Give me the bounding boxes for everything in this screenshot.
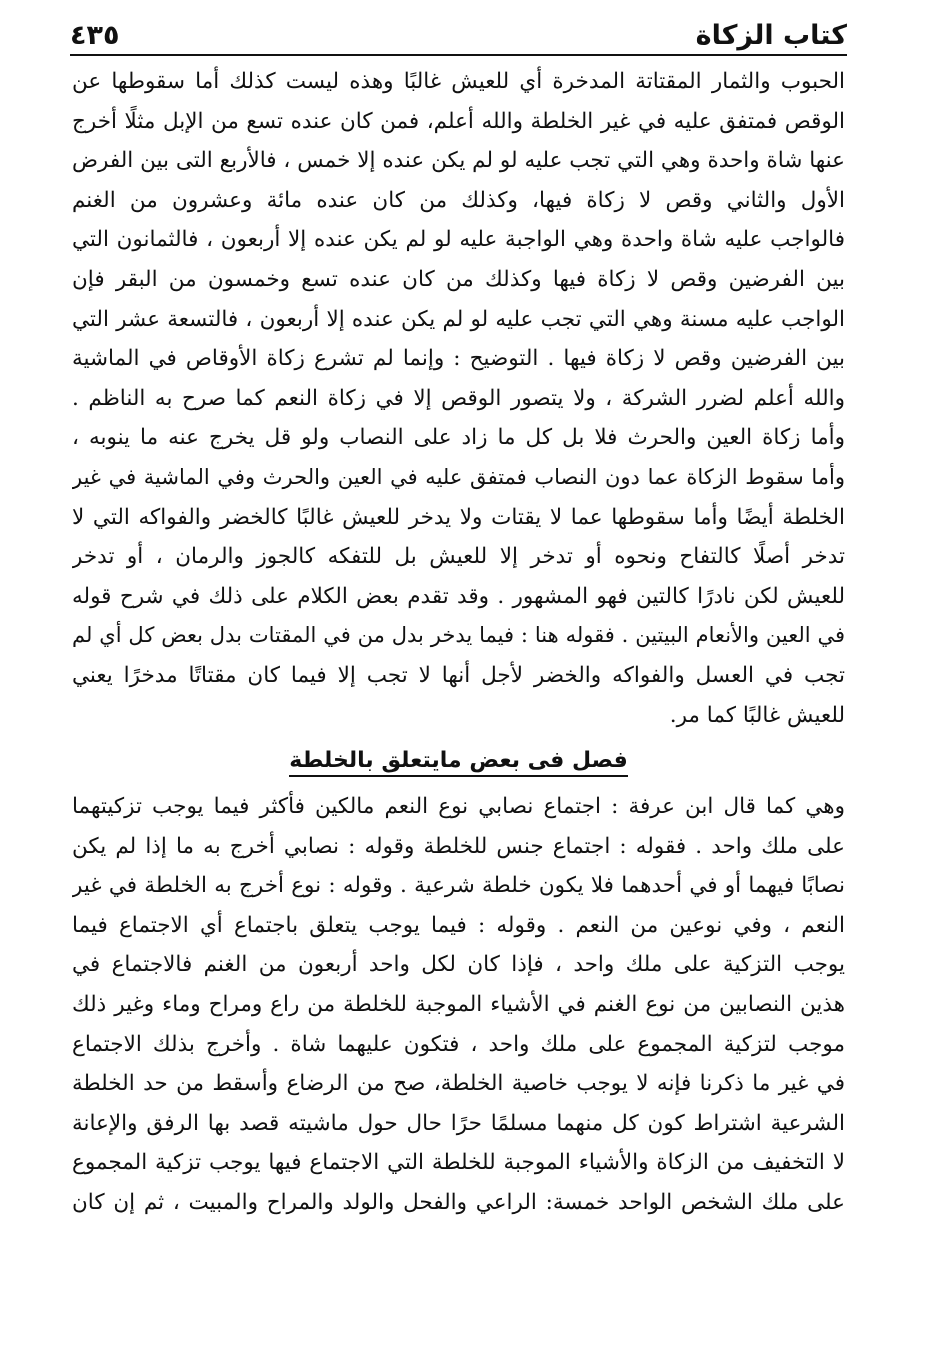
section-heading (72, 735, 845, 787)
text-line: على ملك واحد . فقوله : اجتماع جنس للخلطة وقوله : نصابي أخرج به ما إذا لم يكن (72, 833, 845, 859)
page-body (72, 62, 845, 1223)
text-line: على ملك الشخص الواحد خمسة: الراعي والفحل والولد والمراح والمبيت ، ثم إن كان (72, 1190, 845, 1216)
text-line: في غير ما ذكرنا فإنه لا يوجب خاصية الخلطة، صح من الرضاع وأسقط من حد الخلطة (72, 1071, 845, 1097)
text-line: النعم ، وفي نوعين من النعم . وقوله : فيما يوجب يتعلق باجتماع أي الاجتماع فيما (72, 912, 845, 938)
text-line: للعيش لكن نادرًا كالتين فهو المشهور . وقد تقدم بعض الكلام على ذلك في شرح قوله (72, 583, 845, 609)
section-heading-text: فصل فى بعض مايتعلق بالخلطة (289, 748, 627, 777)
chapter-title: كتاب الزكاة (695, 20, 847, 51)
text-line: يوجب التزكية على ملك واحد ، فإذا كان لكل واحد أربعون من الغنم فالاجتماع في (72, 952, 845, 978)
paragraph-2 (72, 418, 845, 735)
page-header (70, 14, 847, 56)
text-line: للعيش غالبًا كما مر. (669, 702, 845, 728)
page-number: ٤٣٥ (70, 20, 120, 51)
text-line: نصابًا فيهما أو في أحدهما فلا يكون خلطة شرعية . وقوله : نوع أخرج به الخلطة في غير (72, 873, 845, 899)
paragraph-1 (72, 62, 845, 418)
text-line: موجب لتزكية المجموع على ملك واحد ، فتكون عليهما شاة . وأخرج بذلك الاجتماع (72, 1031, 845, 1057)
text-line: الوقص فمتفق عليه في غير الخلطة والله أعلم، فمن كان عنده تسع من الإبل مثلًا أخرج (72, 108, 845, 134)
text-line: الأول والثاني وقص لا زكاة فيها، وكذلك من كان عنده مائة وعشرون من الغنم (72, 187, 845, 213)
text-line: وأما زكاة العين والحرث فلا بل كل ما زاد على النصاب ولو قل يخرج عنه ما ينوبه ، (72, 425, 845, 451)
text-line: في العين والأنعام البيتين . فقوله هنا : فيما يدخر بدل من في المقتات بدل بعض كل أي لم (72, 623, 845, 648)
text-line: تدخر أصلًا كالتفاح ونحوه أو تدخر إلا للعيش بل للتفكه كالجوز والرمان ، أو تدخر (72, 544, 845, 570)
text-line: الواجب عليه مسنة وهي التي تجب عليه لو لم يكن عنده إلا أربعون ، فالتسعة عشر التي (72, 306, 845, 332)
text-line: لا التخفيف من الزكاة والأشياء الموجبة للخلطة التي الاجتماع فيها يوجب تزكية المجموع (72, 1150, 845, 1176)
paragraph-3 (72, 787, 845, 1223)
text-line: وأما سقوط الزكاة عما دون النصاب فمتفق عليه في العين والحرث وفي الماشية في غير (72, 464, 845, 489)
text-line: فالواجب عليه شاة واحدة وهي الواجبة عليه لو لم يكن عنده إلا أربعون ، فالثمانون التي (72, 227, 845, 253)
text-line: بين الفرضين وقص لا زكاة فيها وكذلك من كان عنده تسع وخمسون من البقر فإن (72, 266, 845, 292)
text-line: عنها شاة واحدة وهي التي تجب عليه لو لم يكن عنده إلا خمس ، فالأربع التى بين الفرض (72, 148, 845, 174)
text-line: تجب في العسل والفواكه والخضر لأجل أنها لا تجب إلا فيما كان مقتاتًا مدخرًا يعني (72, 662, 845, 688)
text-line: والله أعلم لضرر الشركة ، ولا يتصور الوقص إلا في زكاة النعم كما صرح به الناظم . (72, 385, 845, 411)
text-line: بين الفرضين وقص لا زكاة فيها . التوضيح : وإنما لم تشرع زكاة الأوقاص في الماشية (72, 346, 845, 372)
text-line: وهي كما قال ابن عرفة : اجتماع نصابي نوع النعم مالكين فأكثر فيما يوجب تزكيتهما (72, 794, 845, 820)
text-line: الشرعية اشتراط كون كل منهما مسلمًا حرًا حال حول ماشيته قصد بها الرفق والإعانة (72, 1110, 845, 1136)
text-line: الخلطة أيضًا وأما سقوطها عما لا يقتات ولا يدخر للعيش غالبًا كالخضر والفواكه التي لا (72, 504, 845, 530)
text-line: هذين النصابين من نوع الغنم في الأشياء الموجبة للخلطة من راع ومراح وماء وغير ذلك (72, 992, 845, 1018)
text-line: الحبوب والثمار المقتاتة المدخرة أي للعيش غالبًا وهذه ليست كذلك أما سقوطها عن (72, 69, 845, 94)
